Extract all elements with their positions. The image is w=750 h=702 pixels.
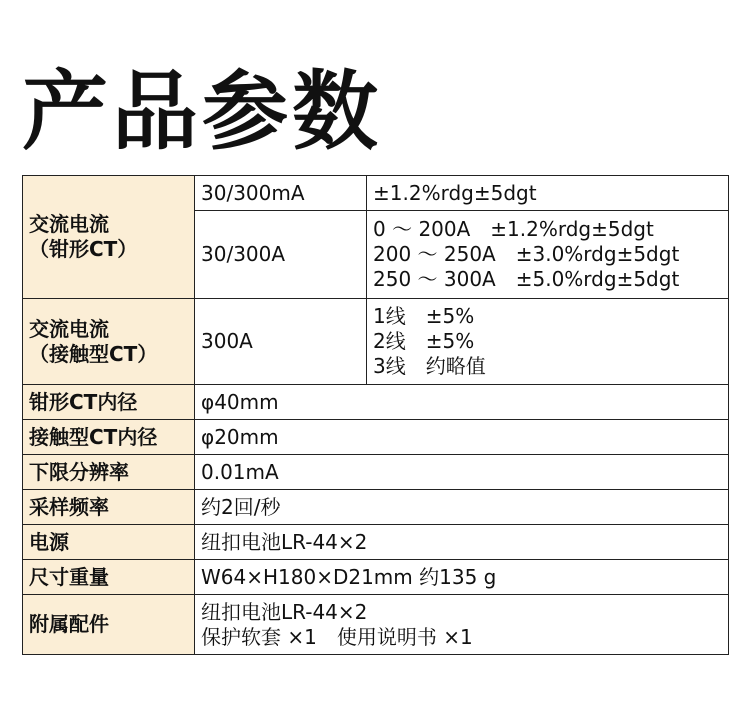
accuracy-value (367, 299, 729, 385)
table-row (23, 299, 729, 385)
accuracy-line: 0 ～ 200A ±1.2%rdg±5dgt (373, 217, 654, 241)
table-row (23, 420, 729, 455)
spec-table (22, 175, 729, 655)
table-row (23, 525, 729, 560)
row-label: 尺寸重量 (23, 560, 195, 595)
row-label: 采样频率 (23, 490, 195, 525)
row-value: W64×H180×D21mm 约135 g (195, 560, 729, 595)
row-label: 电源 (23, 525, 195, 560)
accuracy-value (367, 211, 729, 299)
accuracy-line: 2线 ±5% (373, 329, 475, 353)
accuracy-line: 200 ～ 250A ±3.0%rdg±5dgt (373, 242, 680, 266)
label-line: 交流电流 (29, 212, 109, 236)
accessory-line: 保护软套 ×1 使用说明书 ×1 (201, 624, 473, 649)
accuracy-line: 250 ～ 300A ±5.0%rdg±5dgt (373, 267, 680, 291)
table-row (23, 176, 729, 211)
row-value: φ40mm (195, 385, 729, 420)
accessory-line: 纽扣电池LR-44×2 (201, 599, 368, 624)
row-value: 0.01mA (195, 455, 729, 490)
table-row (23, 595, 729, 655)
accuracy-line: 3线 约略值 (373, 354, 486, 378)
label-line: （钳形CT） (29, 237, 138, 261)
page-title: 产品参数 (22, 62, 382, 162)
row-label: 接触型CT内径 (23, 420, 195, 455)
table-row (23, 455, 729, 490)
accuracy-line: 1线 ±5% (373, 304, 475, 328)
table-row (23, 560, 729, 595)
range-value: 30/300mA (195, 176, 367, 211)
row-value (195, 595, 729, 655)
row-label: 附属配件 (23, 595, 195, 655)
range-value: 30/300A (195, 211, 367, 299)
table-row (23, 490, 729, 525)
row-label: 钳形CT内径 (23, 385, 195, 420)
accuracy-value: ±1.2%rdg±5dgt (367, 176, 729, 211)
row-label-ac-contact (23, 299, 195, 385)
row-label-ac-clamp (23, 176, 195, 299)
row-value: 纽扣电池LR-44×2 (195, 525, 729, 560)
label-line: （接触型CT） (29, 341, 158, 366)
range-value: 300A (195, 299, 367, 385)
row-value: φ20mm (195, 420, 729, 455)
row-label: 下限分辨率 (23, 455, 195, 490)
row-value: 约2回/秒 (195, 490, 729, 525)
table-row (23, 385, 729, 420)
label-line: 交流电流 (29, 316, 109, 341)
